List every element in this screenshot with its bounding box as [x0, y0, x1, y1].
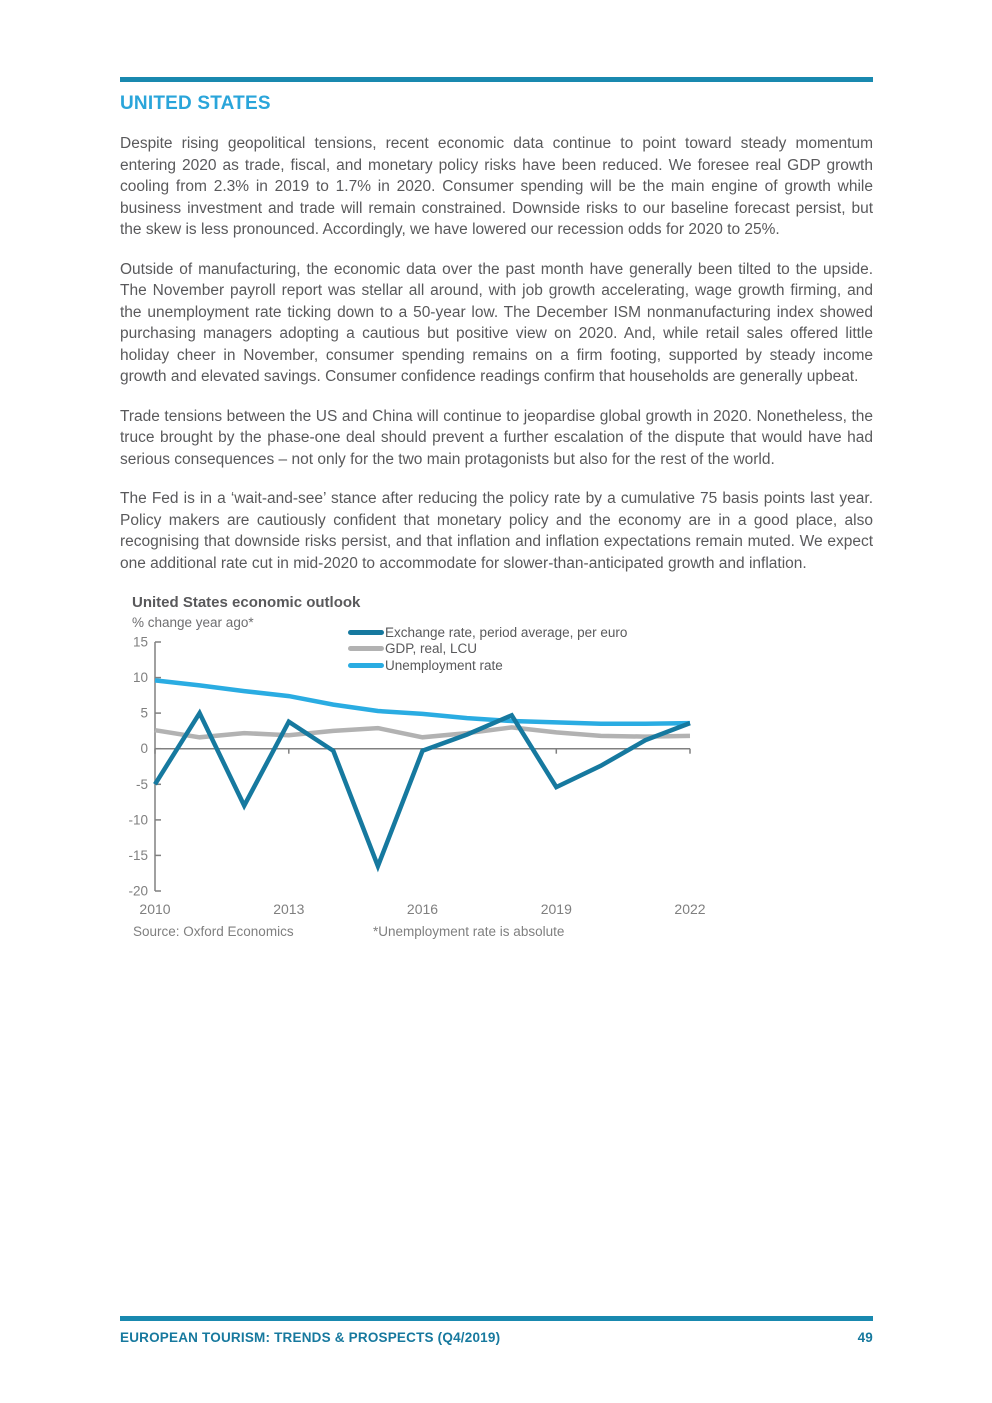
svg-text:2010: 2010: [139, 901, 171, 917]
content: [120, 77, 873, 942]
footer-rule: [120, 1316, 873, 1321]
page-number: 49: [857, 1330, 873, 1345]
svg-text:2013: 2013: [273, 901, 305, 917]
paragraph-3: Trade tensions between the US and China will continue to jeopardise global growth in 2020. Nonetheless, the truce brought by the phase-one deal should prevent a further escalation of the dispute that would have had serious consequences – not only for the two main protagonists but also for the rest of the world.: [120, 407, 873, 468]
header-rule: [120, 77, 873, 82]
svg-text:10: 10: [132, 670, 148, 686]
legend-swatch-icon: [348, 630, 384, 635]
svg-text:5: 5: [140, 705, 148, 721]
footer-title: EUROPEAN TOURISM: TRENDS & PROSPECTS (Q4/2019): [120, 1330, 501, 1345]
chart-legend: [348, 624, 627, 674]
paragraph-4: The Fed is in a ‘wait-and-see’ stance after reducing the policy rate by a cumulative 75 basis points last year. Policy makers are cautiously confident that monetary policy and the economy are in a good place, also recognising that downside risks persist, and that inflation and inflation expectations remain muted. We expect one additional rate cut in mid-2020 to accommodate for slower-than-anticipated growth and inflation.: [120, 490, 873, 572]
footer: [120, 1316, 873, 1345]
chart-y-axis-label: % change year ago*: [132, 615, 254, 630]
chart-source: Source: Oxford Economics: [133, 924, 294, 939]
svg-text:-15: -15: [128, 847, 148, 863]
legend-item: [348, 624, 627, 641]
svg-text:-20: -20: [128, 883, 148, 899]
legend-label: Unemployment rate: [385, 657, 503, 673]
svg-text:2022: 2022: [674, 901, 706, 917]
svg-text:15: 15: [132, 634, 148, 650]
svg-text:-10: -10: [128, 812, 148, 828]
chart-notes: [120, 922, 720, 942]
legend-label: Exchange rate, period average, per euro: [385, 624, 628, 640]
svg-text:2016: 2016: [406, 901, 439, 917]
page-title: UNITED STATES: [120, 93, 271, 114]
legend-item: [348, 641, 627, 658]
paragraph-2: Outside of manufacturing, the economic data over the past month have generally been tilted to the upside. The November payroll report was stellar all around, with job growth accelerating, wage growth firming, and the unemployment rate ticking down to a 50-year low. The December ISM nonmanufacturing index showed purchasing managers adopting a cautious but positive view on 2020. And, while retail sales offered little holiday cheer in November, consumer spending remains on a firm footing, supported by steady income growth and elevated savings. Consumer confidence readings confirm that households are generally upbeat.: [120, 260, 873, 385]
paragraph-1: Despite rising geopolitical tensions, recent economic data continue to point toward steady momentum entering 2020 as trade, fiscal, and monetary policy risks have been reduced. We foresee real GDP growth cooling from 2.3% in 2019 to 1.7% in 2020. Consumer spending will be the main engine of growth while business investment and trade will remain constrained. Downside risks to our baseline forecast persist, but the skew is less pronounced. Accordingly, we have lowered our recession odds for 2020 to 25%.: [120, 135, 873, 238]
legend-swatch-icon: [348, 663, 384, 668]
svg-text:-5: -5: [135, 776, 148, 792]
legend-item: [348, 657, 627, 674]
legend-swatch-icon: [348, 646, 384, 651]
chart: [120, 594, 720, 942]
chart-canvas: [120, 632, 720, 922]
svg-text:2019: 2019: [540, 901, 572, 917]
chart-footnote: *Unemployment rate is absolute: [373, 924, 565, 939]
svg-text:0: 0: [140, 741, 148, 757]
legend-label: GDP, real, LCU: [385, 641, 478, 657]
chart-title: United States economic outlook: [132, 594, 361, 611]
